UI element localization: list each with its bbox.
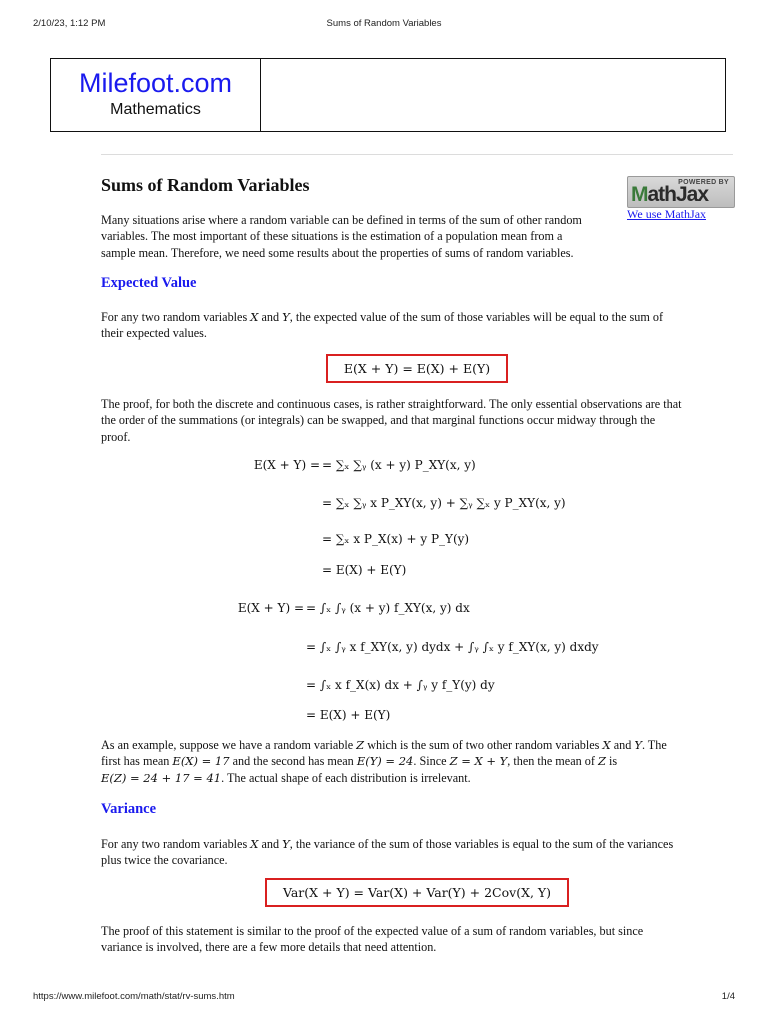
mathjax-powered-by: POWERED BY [678, 179, 729, 186]
continuous-line-1: = ∫ₓ ∫ᵧ (x + y) f_XY(x, y) dx [306, 601, 470, 615]
print-datetime: 2/10/23, 1:12 PM [33, 18, 106, 29]
continuous-line-2: = ∫ₓ ∫ᵧ x f_XY(x, y) dydx + ∫ᵧ ∫ₓ y f_XY(x, y) dxdy [306, 640, 599, 654]
header-divider [260, 59, 261, 131]
mathjax-link[interactable]: We use MathJax [627, 207, 707, 221]
expected-value-heading: Expected Value [101, 275, 197, 291]
mathjax-logo[interactable] [627, 176, 735, 208]
discrete-line-1: = ∑ₓ ∑ᵧ (x + y) P_XY(x, y) [322, 458, 476, 472]
variance-boxed-formula: Var(X + Y) = Var(X) + Var(Y) + 2Cov(X, Y) [265, 878, 569, 907]
variance-proof-intro: The proof of this statement is similar to the proof of the expected value of a sum of random variables, but since variance is involved, there are a few more details that need attention. [101, 924, 644, 955]
page-title: Sums of Random Variables [101, 175, 310, 195]
continuous-line-4: = E(X) + E(Y) [306, 708, 391, 722]
discrete-line-4: = E(X) + E(Y) [322, 563, 407, 577]
continuous-line-3: = ∫ₓ x f_X(x) dx + ∫ᵧ y f_Y(y) dy [306, 678, 495, 692]
site-section-label: Mathematics [110, 101, 201, 118]
discrete-line-3: = ∑ₓ x P_X(x) + y P_Y(y) [322, 532, 470, 546]
variance-statement: For any two random variables X and Y, the variance of the sum of those variables is equal to the sum of the variances plus twice the covariance. [101, 837, 674, 868]
continuous-lhs: E(X + Y) = [237, 601, 304, 615]
print-url: https://www.milefoot.com/math/stat/rv-sums.htm [33, 991, 235, 1002]
site-name-link[interactable]: Milefoot.com [78, 68, 233, 98]
intro-paragraph: Many situations arise where a random variable can be defined in terms of the sum of other random variables. The most important of these situations is the estimation of a population mean from a sample mean. Therefore, we need some results about the properties of sums of random variables. [101, 213, 582, 260]
expected-value-boxed-formula: E(X + Y) = E(X) + E(Y) [326, 354, 508, 383]
mathjax-wordmark: MathJax [631, 183, 709, 206]
horizontal-rule [101, 154, 733, 155]
print-page-title: Sums of Random Variables [326, 18, 442, 29]
expected-value-proof-intro: The proof, for both the discrete and continuous cases, is rather straightforward. The only essential observations are that the order of the summations (or integrals) can be swapped, and that marginal functions occur midway through the proof. [101, 397, 682, 444]
expected-value-example: As an example, suppose we have a random variable Z which is the sum of two other random variables X and Y. The first has mean E(X) = 17 and the second has mean E(Y) = 24. Since Z = X + Y, then the mean of Z is E(Z) = 24 + 17 = 41. The actual shape of each distribution is irrelevant. [101, 738, 667, 785]
site-header-box [50, 58, 726, 132]
discrete-line-2: = ∑ₓ ∑ᵧ x P_XY(x, y) + ∑ᵧ ∑ₓ y P_XY(x, y) [322, 496, 566, 510]
discrete-lhs: E(X + Y) = [253, 458, 320, 472]
variance-heading: Variance [101, 801, 157, 817]
print-page-number: 1/4 [721, 991, 735, 1002]
expected-value-statement: For any two random variables X and Y, the expected value of the sum of those variables will be equal to the sum of their expected values. [101, 310, 664, 341]
